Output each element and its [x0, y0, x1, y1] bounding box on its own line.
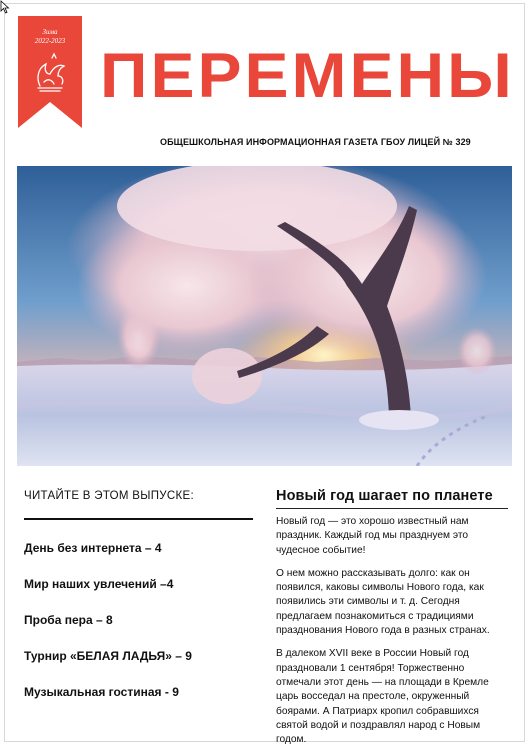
article-paragraph: В далеком XVII веке в России Новый год праздновали 1 сентября! Торжественно отмечали этот день — на площади в Кремле царь восседал на престоле, окруженный боярами. А Патриарх кропил собравшихся святой водой и поздравлял народ с Новым годом.: [276, 648, 489, 746]
ribbon-season: Зима: [42, 28, 58, 36]
contents-heading: ЧИТАЙТЕ В ЭТОМ ВЫПУСКЕ:: [24, 490, 194, 502]
contents-item: Турнир «БЕЛАЯ ЛАДЬЯ» – 9: [24, 649, 192, 663]
cover-photo-snowy-tree: [17, 166, 512, 466]
contents-item: Мир наших увлечений –4: [24, 577, 174, 591]
article-title: Новый год шагает по планете: [276, 488, 493, 504]
article-paragraph: О нем можно рассказывать долго: как он появился, каковы символы Нового года, как появились эти символы и т. д. Сегодня предлагаем познакомиться с традициями празднования Нового года в разных странах.: [276, 567, 490, 637]
ribbon-years: 2022-2023: [34, 37, 66, 45]
article: [276, 488, 508, 756]
newspaper-title: ПЕРЕМЕНЫ: [100, 39, 515, 111]
rook-emblem-icon: [30, 52, 70, 96]
article-divider: [276, 508, 508, 509]
newspaper-subtitle: ОБЩЕШКОЛЬНАЯ ИНФОРМАЦИОННАЯ ГАЗЕТА ГБОУ ЛИЦЕЙ № 329: [160, 137, 471, 147]
contents-section: [24, 490, 253, 710]
contents-item: Проба пера – 8: [24, 613, 113, 627]
contents-item: День без интернета – 4: [24, 541, 162, 555]
season-ribbon: [18, 16, 82, 128]
article-paragraph: Новый год — это хорошо известный нам праздник. Каждый год мы празднуем это чудесное событие!: [276, 516, 469, 556]
contents-item: Музыкальная гостиная - 9: [24, 685, 179, 699]
mouse-cursor-icon: [0, 0, 10, 14]
